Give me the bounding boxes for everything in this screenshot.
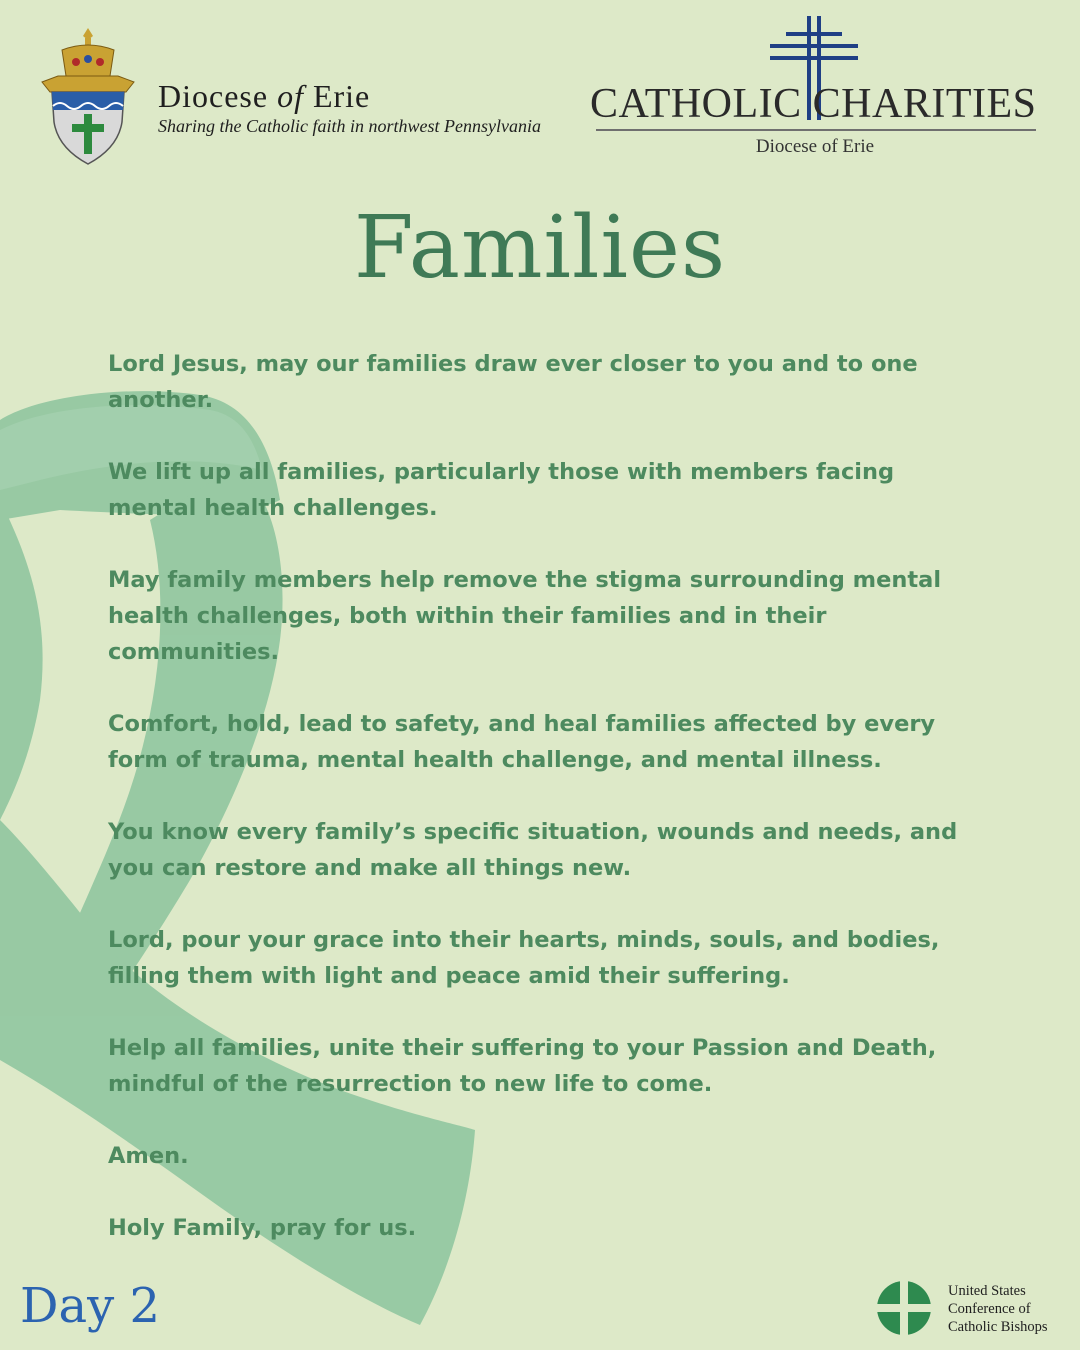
usccb-line: United States — [948, 1283, 1026, 1299]
catholic-charities-title: CATHOLIC CHARITIES — [590, 81, 1037, 127]
diocese-header — [38, 26, 558, 168]
prayer-paragraph: Comfort, hold, lead to safety, and heal families affected by every form of trauma, mental health challenge, and mental illness. — [108, 711, 936, 773]
prayer-paragraph: May family members help remove the stigma surrounding mental health challenges, both within their families and in their communities. — [108, 567, 942, 665]
prayer-closing: Holy Family, pray for us. — [108, 1215, 417, 1241]
diocese-coat-of-arms-icon — [38, 26, 138, 168]
prayer-paragraph: Lord, pour your grace into their hearts, minds, souls, and bodies, filling them with light and peace amid their suffering. — [108, 927, 940, 989]
diocese-tagline: Sharing the Catholic faith in northwest Pennsylvania — [158, 116, 541, 136]
prayer-paragraph: You know every family’s specific situation, wounds and needs, and you can restore and make all things new. — [108, 819, 958, 881]
catholic-charities-subtitle: Diocese of Erie — [755, 136, 875, 157]
day-label: Day 2 — [20, 1278, 161, 1334]
diocese-title: Diocese of Erie — [158, 78, 371, 114]
usccb-name — [948, 1282, 1048, 1336]
prayer-amen: Amen. — [108, 1143, 189, 1169]
usccb-cross-logo-icon — [876, 1280, 932, 1336]
prayer-paragraph: We lift up all families, particularly those with members facing mental health challenges. — [108, 459, 895, 521]
prayer-paragraph: Lord Jesus, may our families draw ever closer to you and to one another. — [108, 351, 918, 413]
usccb-line: Catholic Bishops — [948, 1319, 1048, 1335]
prayer-paragraph: Help all families, unite their suffering to your Passion and Death, mindful of the resurrection to new life to come. — [108, 1035, 937, 1097]
usccb-line: Conference of — [948, 1301, 1031, 1317]
prayer-body — [108, 346, 988, 1282]
page-title: Families — [353, 198, 727, 298]
catholic-charities-header — [590, 14, 1050, 164]
usccb-logo — [876, 1280, 1066, 1340]
